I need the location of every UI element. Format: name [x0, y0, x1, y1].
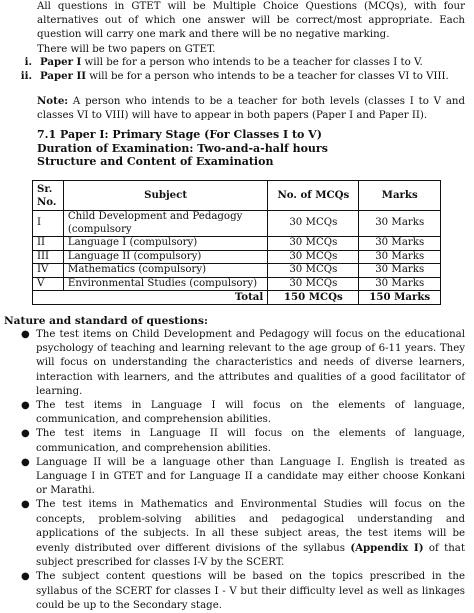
paper-number: i.: [24, 56, 32, 68]
cell-subject: Child Development and Pedagogy (compulsory: [63, 211, 267, 237]
table-total-row: [33, 291, 441, 305]
intro-text: All questions in GTET will be Multiple Choice Questions (MCQs), with four alternatives out of which one answer will be correct/most appropriate. Each question will carry one mark and there will be no negative marking.: [37, 1, 465, 41]
nature-heading: Nature and standard of questions:: [4, 315, 208, 327]
table-row: [33, 277, 441, 291]
header-mcqs: No. of MCQs: [268, 181, 359, 211]
bullet-icon: ●: [21, 428, 30, 440]
cell-sr: V: [33, 277, 64, 291]
cell-subject: Mathematics (compulsory): [63, 264, 267, 278]
bullet-icon: ●: [21, 400, 30, 412]
appendix-reference: (Appendix I): [350, 542, 424, 555]
paper-name: Paper I: [40, 56, 82, 68]
cell-marks: 30 Marks: [359, 264, 441, 278]
table-row: [33, 264, 441, 278]
paper-detail: will be for a person who intends to be a teacher for classes VI to VIII.: [86, 71, 449, 82]
cell-mcqs: 30 MCQs: [268, 211, 359, 237]
bullet-list: [0, 328, 474, 613]
list-item: [0, 456, 474, 499]
intro-paragraph: [37, 0, 465, 57]
bullet-text: The subject content questions will be based on the topics prescribed in the syllabus of the SCERT for classes I - V but their difficulty level as well as linkages could be up to the Secondary stage.: [36, 571, 465, 611]
bullet-icon: ●: [21, 499, 30, 511]
bullet-text-before: The test items in Mathematics and Environmental Studies will focus on the concepts, problem-solving abilities and pedagogical understanding and applications of the subjects. In all these subject areas, the test items will be evenly distributed over different divisions of the syllabus: [36, 499, 465, 555]
header-subject: Subject: [63, 181, 267, 211]
paper-description: [40, 55, 423, 70]
bullet-icon: ●: [21, 456, 30, 468]
paper-description: [40, 69, 449, 84]
cell-mcqs: 30 MCQs: [268, 277, 359, 291]
section-title: 7.1 Paper I: Primary Stage (For Classes I to V): [37, 128, 322, 141]
list-item: [0, 498, 474, 570]
cell-sr: I: [33, 211, 64, 237]
table-row: [33, 211, 441, 237]
cell-marks: 30 Marks: [359, 277, 441, 291]
table-row: [33, 250, 441, 264]
bullet-text-after: of that subject prescribed for classes I-V by the SCERT.: [36, 543, 465, 569]
paper-number: ii.: [20, 70, 32, 82]
exam-structure-table: [32, 180, 441, 305]
paper-detail: will be for a person who intends to be a teacher for classes I to V.: [81, 57, 423, 68]
cell-marks: 30 Marks: [359, 237, 441, 251]
paper-item: [0, 55, 474, 69]
list-item: [0, 427, 474, 455]
cell-sr: IV: [33, 264, 64, 278]
intro-two-papers: There will be two papers on GTET.: [37, 43, 216, 55]
bullet-text: The test items in Language I will focus on the elements of language, communication, and comprehension abilities.: [36, 400, 465, 426]
bullet-icon: ●: [21, 571, 30, 583]
list-item: [0, 328, 474, 399]
cell-mcqs: 30 MCQs: [268, 250, 359, 264]
bullet-icon: ●: [21, 329, 30, 340]
cell-sr: III: [33, 250, 64, 264]
cell-subject: Language II (compulsory): [63, 250, 267, 264]
table-header-row: [33, 181, 441, 211]
bullet-text: The test items in Language II will focus on the elements of language, communication, and comprehension abilities.: [36, 428, 465, 454]
header-marks: Marks: [359, 181, 441, 211]
paper-item: [0, 69, 474, 83]
exam-duration: Duration of Examination: Two-and-a-half hours: [37, 141, 328, 155]
section-heading: [37, 128, 465, 169]
cell-marks: 30 Marks: [359, 250, 441, 264]
cell-mcqs: 30 MCQs: [268, 264, 359, 278]
list-item: [0, 399, 474, 427]
papers-list: [0, 55, 474, 83]
bullet-text: Language II will be a language other than Language I. English is treated as Language I in GTET and for Language II a candidate may either choose Konkani or Marathi.: [36, 456, 465, 497]
structure-title: Structure and Content of Examination: [37, 155, 274, 168]
note-text: A person who intends to be a teacher for both levels (classes I to V and classes VI to VIII) will have to appear in both papers (Paper I and Paper II).: [37, 96, 465, 122]
cell-mcqs: 30 MCQs: [268, 237, 359, 251]
total-marks: 150 Marks: [359, 291, 441, 305]
paper-name: Paper II: [40, 70, 87, 82]
cell-subject: Language I (compulsory): [63, 237, 267, 251]
bullet-text: The test items on Child Development and Pedagogy will focus on the educational psychology of teaching and learning relevant to the age group of 6-11 years. They will focus on understanding the characteristics and needs of diverse learners, interaction with learners, and the attributes and qualities of a good facilitator of learning.: [36, 329, 465, 397]
header-sr-no: Sr. No.: [33, 181, 64, 211]
bullet-text: [36, 499, 465, 568]
cell-sr: II: [33, 237, 64, 251]
note-paragraph: [37, 94, 465, 123]
table-row: [33, 237, 441, 251]
cell-marks: 30 Marks: [359, 211, 441, 237]
total-mcqs: 150 MCQs: [268, 291, 359, 305]
cell-subject: Environmental Studies (compulsory): [63, 277, 267, 291]
note-label: Note:: [37, 95, 69, 107]
list-item: [0, 570, 474, 613]
total-label: Total: [33, 291, 268, 305]
